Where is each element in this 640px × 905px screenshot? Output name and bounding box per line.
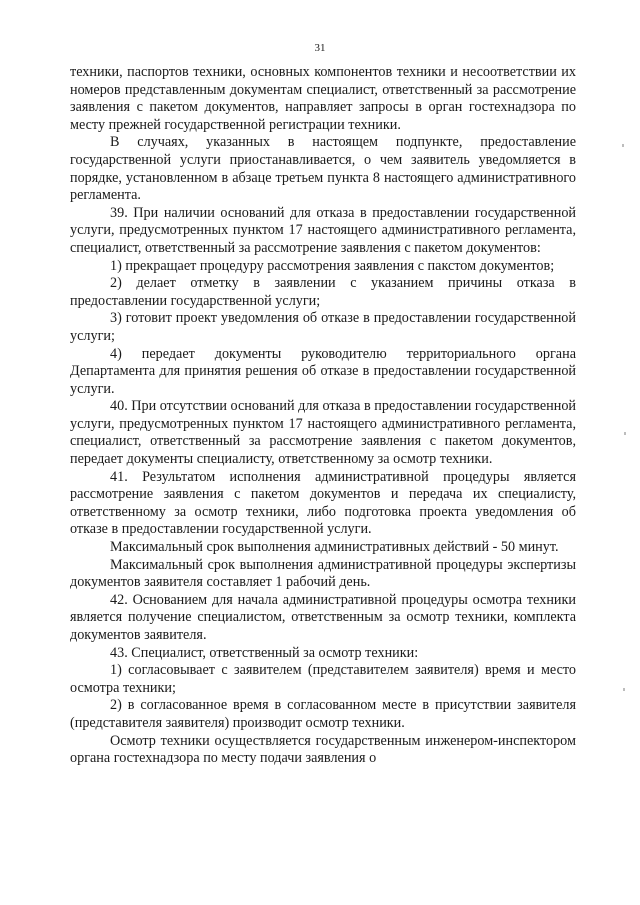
paragraph-item-42: 42. Основанием для начала административной процедуры осмотра техники является получение специалистом, ответственным за осмотр техники, комплекта документов заявителя.	[70, 591, 576, 643]
list-item: 2) в согласованное время в согласованном месте в присутствии заявителя (представителя заявителя) производит осмотр техники.	[70, 697, 576, 731]
list-item: 1) согласовывает с заявителем (представителем заявителя) время и место осмотра техники;	[70, 662, 576, 696]
scan-speck	[623, 688, 625, 691]
paragraph: техники, паспортов техники, основных компонентов техники и несоответствии их номеров представленным документам специалист, ответственный за рассмотрение заявления с пакетом документов, направляет запросы в орган гостехнадзора по месту прежней государственной регистрации техники.	[70, 64, 576, 133]
paragraph: Осмотр техники осуществляется государственным инженером-инспектором органа гостехнадзора по месту подачи заявления о	[70, 732, 576, 767]
paragraph: Максимальный срок выполнения административных действий - 50 минут.	[110, 539, 559, 556]
list-item: 2) делает отметку в заявлении с указанием причины отказа в предоставлении государственной услуги;	[70, 275, 576, 309]
paragraph: Максимальный срок выполнения административной процедуры экспертизы документов заявителя составляет 1 рабочий день.	[70, 556, 576, 591]
scan-speck	[624, 432, 626, 435]
paragraph: В случаях, указанных в настоящем подпункте, предоставление государственной услуги приостанавливается, о чем заявитель уведомляется в порядке, установленном в абзаце третьем пункта 8 настоящего административного регламента.	[70, 134, 576, 204]
list-item: 3) готовит проект уведомления об отказе в предоставлении государственной услуги;	[70, 310, 576, 344]
document-body	[70, 64, 576, 768]
list-item: 1) прекращает процедуру рассмотрения заявления с пакстом документов;	[110, 257, 555, 274]
paragraph-item-39: 39. При наличии оснований для отказа в предоставлении государственной услуги, предусмотренных пунктом 17 настоящего административного регламента, специалист, ответственный за рассмотрение заявления с пакетом документов:	[70, 204, 576, 256]
paragraph-item-43: 43. Специалист, ответственный за осмотр техники:	[110, 644, 419, 661]
paragraph-item-41: 41. Результатом исполнения административной процедуры является рассмотрение заявления с пакетом документов и передача их специалисту, ответственному за осмотр техники, либо подготовка проекта уведомления об отказе в предоставлении государственной услуги.	[70, 468, 576, 538]
page-number: 31	[314, 42, 326, 54]
list-item: 4) передает документы руководителю территориального органа Департамента для принятия решения об отказе в предоставлении государственной услуги.	[70, 345, 576, 397]
scan-speck	[622, 144, 624, 147]
paragraph-item-40: 40. При отсутствии оснований для отказа в предоставлении государственной услуги, предусмотренных пунктом 17 настоящего административного регламента, специалист, ответственный за рассмотрение заявления с пакетом документов, передает документы специалисту, ответственному за осмотр техники.	[70, 398, 577, 468]
